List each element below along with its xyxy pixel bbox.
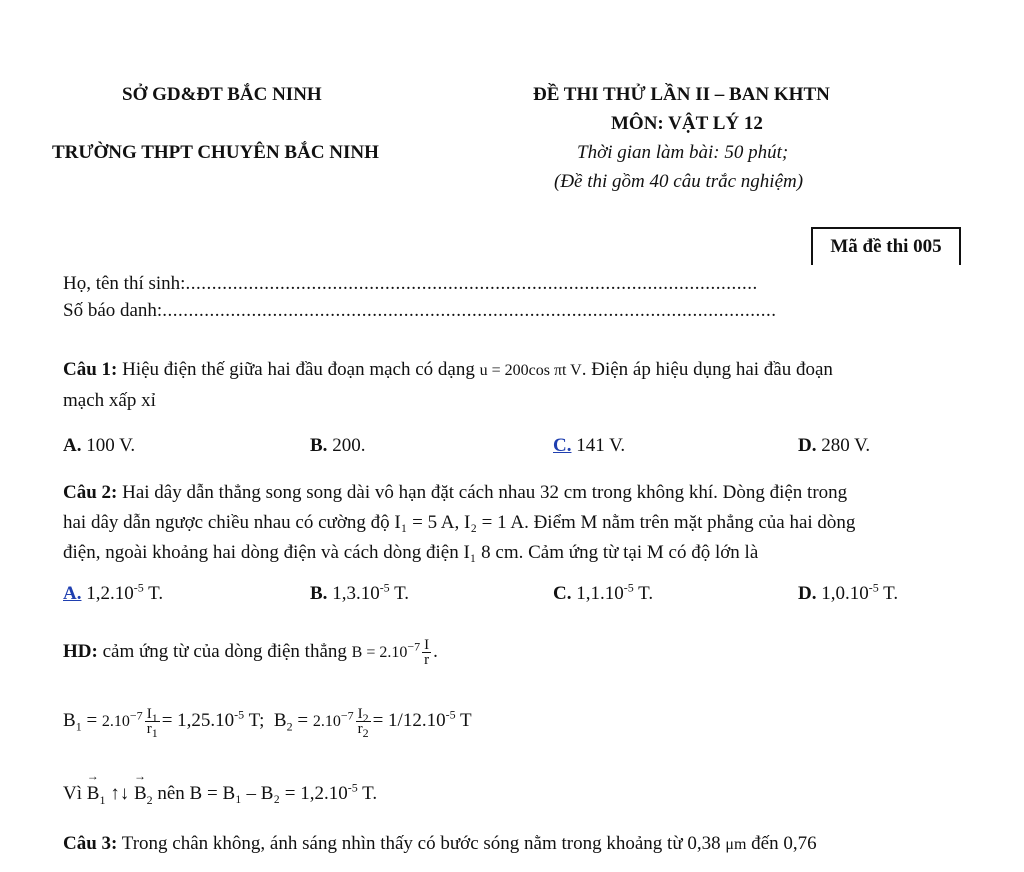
solution-intro: HD: cảm ứng từ của dòng điện thẳng $B = 2.10^{-7}$ $\frac{I}{r}$ . — [63, 637, 438, 668]
solution-formula-fraction: $\frac{I}{r}$ — [424, 637, 430, 668]
exam-subject: MÔN: VẬT LÝ 12 — [611, 113, 763, 134]
vector-b1: → $B_1$ — [87, 783, 106, 805]
question-2-option-b: B. $1,3.10^{-5}$ T. — [310, 580, 410, 604]
question-3-label: Câu 3: — [63, 833, 118, 854]
question-1-text-a: Hiệu điện thế giữa hai đầu đoạn mạch có dạng — [122, 359, 475, 380]
student-name-row — [63, 273, 758, 295]
student-name-dots: ............................................................................................................. — [185, 273, 758, 294]
question-3-text-end: đến 0,76 — [751, 833, 817, 854]
question-1-formula: u = 200cos πt V — [479, 362, 582, 379]
question-1-text-c: mạch xấp xỉ — [63, 390, 156, 411]
school-department: SỞ GD&ĐT BẮC NINH — [122, 84, 322, 105]
question-2-option-c: C. $1,1.10^{-5}$ T. — [553, 580, 654, 604]
question-2-label: Câu 2: — [63, 482, 118, 503]
question-1 — [63, 355, 983, 416]
student-id-row — [63, 300, 776, 322]
student-id-dots: ..................................................................................................................... — [162, 300, 777, 321]
question-3-text: Trong chân không, ánh sáng nhìn thấy có bước sóng nằm trong khoảng từ 0,38 — [121, 833, 721, 854]
solution-label: HD: — [63, 640, 98, 662]
question-1-option-a: A. 100 V. — [63, 435, 136, 456]
exam-code: Mã đề thi 005 — [830, 236, 942, 257]
student-id-label: Số báo danh: — [63, 300, 163, 321]
student-name-label: Họ, tên thí sinh: — [63, 273, 186, 294]
question-1-option-b: B. 200. — [310, 435, 366, 456]
antiparallel-icon: ↑↓ — [110, 783, 130, 804]
question-2-line-3: điện, ngoài khoảng hai dòng điện và cách dòng điện I₁ 8 cm. Cảm ứng từ tại M có độ lớn là — [63, 542, 759, 563]
exam-question-count: (Đề thi gồm 40 câu trắc nghiệm) — [554, 171, 804, 192]
b2-fraction: $\frac{I_2}{r_2}$ — [357, 706, 369, 740]
school-name: TRƯỜNG THPT CHUYÊN BẮC NINH — [52, 142, 379, 163]
solution-text: cảm ứng từ của dòng điện thẳng — [102, 640, 347, 662]
question-1-option-d: D. 280 V. — [798, 435, 871, 456]
question-2-option-a: A. $1,2.10^{-5}$ T. — [63, 580, 164, 604]
question-2-line-1: Hai dây dẫn thẳng song song dài vô hạn đặt cách nhau 32 cm trong không khí. Dòng điện trong — [122, 482, 848, 503]
question-1-label: Câu 1: — [63, 359, 118, 380]
vector-b2: → $B_2$ — [134, 783, 153, 805]
question-2-line-2: hai dây dẫn ngược chiều nhau có cường độ I₁ = 5 A, I₂ = 1 A. Điểm M nằm trên mặt phẳng của hai dòng — [63, 512, 856, 533]
solution-conclusion: Vì → $B_1$ ↑↓ → $B_2$ nên $B = B_1 - B_2 = 1,2.10^{-5}$ T. — [63, 783, 377, 805]
solution-b1-b2: $B_1 = 2.10^{-7}$ $\frac{I_1}{r_1}$ = $1,25.10^{-5}$ T; $B_2 = 2.10^{-7}$ $\frac{I_2}{r_2}$ = $1/12.10^{-5}$ T — [63, 706, 472, 740]
question-2-option-d: D. $1,0.10^{-5}$ T. — [798, 580, 899, 604]
solution-formula: $B = 2.10^{-7}$ — [351, 639, 421, 661]
question-3 — [63, 833, 817, 855]
question-2 — [63, 478, 983, 568]
exam-code-box — [811, 227, 961, 265]
question-1-option-c: C. 141 V. — [553, 435, 626, 456]
exam-duration: Thời gian làm bài: 50 phút; — [577, 142, 789, 163]
b1-fraction: $\frac{I_1}{r_1}$ — [146, 706, 158, 740]
question-3-unit: μm — [725, 836, 747, 853]
exam-title: ĐỀ THI THỬ LẦN II – BAN KHTN — [533, 84, 830, 105]
question-1-text-b: . Điện áp hiệu dụng hai đầu đoạn — [581, 359, 833, 380]
